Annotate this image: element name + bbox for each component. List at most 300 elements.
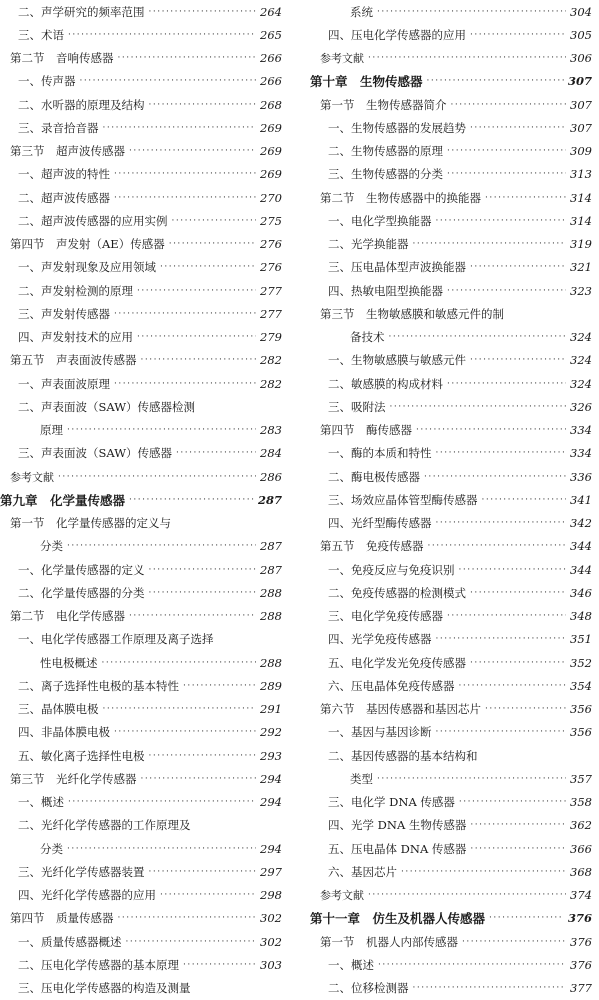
toc-page-number: 282 [260, 353, 282, 368]
toc-entry [310, 953, 592, 976]
toc-entry-title: 一、免疫反应与免疫识别 [328, 562, 455, 577]
toc-entry [310, 744, 592, 767]
toc-entry-title: 三、场效应晶体管型酶传感器 [328, 492, 478, 507]
toc-page-number: 376 [567, 911, 592, 926]
toc-page-number: 282 [260, 376, 282, 391]
toc-entry-title: 二、位移检测器 [328, 981, 409, 996]
toc-page-number: 358 [570, 795, 592, 810]
toc-entry-title: 二、光纤化学传感器的工作原理及 [18, 818, 191, 833]
toc-section-entry [0, 47, 282, 70]
dot-leader [485, 193, 566, 203]
toc-entry-title: 三、晶体膜电极 [18, 702, 99, 717]
toc-page-number: 293 [260, 748, 282, 763]
toc-entry-title: 二、化学量传感器的分类 [18, 585, 145, 600]
toc-entry-title: 五、敏化离子选择性电极 [18, 748, 145, 763]
toc-entry [310, 233, 592, 256]
toc-entry [0, 535, 282, 558]
toc-page-number: 264 [260, 4, 282, 19]
toc-page-number: 306 [570, 51, 592, 66]
toc-page-number: 270 [260, 190, 282, 205]
toc-entry [0, 930, 282, 953]
toc-page-number: 321 [570, 260, 592, 275]
toc-page-number: 348 [570, 609, 592, 624]
toc-entry [310, 326, 592, 349]
dot-leader [470, 262, 566, 272]
toc-page-number: 269 [260, 144, 282, 159]
toc-entry [0, 186, 282, 209]
toc-entry [310, 977, 592, 1000]
toc-entry [0, 419, 282, 442]
dot-leader [149, 100, 257, 110]
toc-page-number: 302 [260, 934, 282, 949]
toc-entry [0, 442, 282, 465]
toc-entry [310, 140, 592, 163]
toc-entry-title: 第二节 电化学传感器 [10, 609, 125, 624]
dot-leader [149, 751, 257, 761]
toc-entry-title: 二、基因传感器的基本结构和 [328, 748, 478, 763]
toc-page-number: 288 [260, 585, 282, 600]
toc-entry-title: 四、光纤化学传感器的应用 [18, 888, 156, 903]
dot-leader [137, 286, 256, 296]
toc-page-number: 374 [570, 888, 592, 903]
toc-entry-title: 二、压电化学传感器的基本原理 [18, 957, 179, 972]
dot-leader [118, 53, 257, 63]
dot-leader [68, 797, 256, 807]
toc-page-number: 291 [260, 702, 282, 717]
dot-leader [451, 100, 567, 110]
toc-page-number: 288 [260, 609, 282, 624]
toc-entry-title: 一、概述 [328, 957, 374, 972]
toc-entry-title: 三、电化学 DNA 传感器 [328, 795, 455, 810]
toc-entry-title: 第一节 化学量传感器的定义与 [10, 516, 171, 531]
dot-leader [390, 402, 567, 412]
toc-entry-title: 四、光学免疫传感器 [328, 632, 432, 647]
dot-leader [176, 448, 256, 458]
dot-leader [103, 704, 257, 714]
toc-section-entry [0, 907, 282, 930]
toc-entry [0, 698, 282, 721]
toc-entry [310, 116, 592, 139]
toc-chapter-entry [310, 70, 592, 93]
toc-entry-title: 四、热敏电阻型换能器 [328, 283, 443, 298]
dot-leader [169, 239, 256, 249]
dot-leader [129, 611, 256, 621]
toc-entry-title: 一、电化学型换能器 [328, 213, 432, 228]
toc-page-number: 297 [260, 864, 282, 879]
toc-entry-title: 二、水听器的原理及结构 [18, 97, 145, 112]
toc-page-number: 277 [260, 283, 282, 298]
toc-page-number: 314 [570, 213, 592, 228]
toc-page-number: 277 [260, 306, 282, 321]
toc-section-entry [0, 767, 282, 790]
toc-entry-title: 四、声发射技术的应用 [18, 330, 133, 345]
toc-entry-title: 参考文献 [320, 52, 364, 66]
toc-page-number: 279 [260, 330, 282, 345]
toc-page-number: 326 [570, 399, 592, 414]
dot-leader [149, 867, 257, 877]
dot-leader [447, 379, 566, 389]
toc-entry [0, 23, 282, 46]
dot-leader [114, 309, 256, 319]
toc-page-number: 324 [570, 330, 592, 345]
toc-entry [0, 302, 282, 325]
dot-leader [160, 890, 256, 900]
toc-entry-title: 四、压电化学传感器的应用 [328, 27, 466, 42]
dot-leader [470, 820, 566, 830]
dot-leader [459, 681, 567, 691]
toc-right-column [310, 0, 592, 1000]
dot-leader [470, 123, 566, 133]
toc-page-number: 275 [260, 213, 282, 228]
toc-page-number: 305 [570, 27, 592, 42]
toc-entry-title: 一、声表面波原理 [18, 376, 110, 391]
dot-leader [413, 983, 567, 993]
toc-entry-title: 类型 [350, 771, 373, 786]
toc-entry-title: 一、生物传感器的发展趋势 [328, 120, 466, 135]
toc-entry-title: 性电极概述 [40, 655, 98, 670]
toc-entry-title: 四、光学 DNA 生物传感器 [328, 818, 467, 833]
toc-page-number: 307 [567, 74, 592, 89]
toc-entry-title: 一、生物敏感膜与敏感元件 [328, 353, 466, 368]
toc-entry [310, 512, 592, 535]
toc-entry-title: 二、声表面波（SAW）传感器检测 [18, 399, 196, 414]
toc-entry [310, 163, 592, 186]
toc-page-number: 351 [570, 632, 592, 647]
toc-page-number: 377 [570, 981, 592, 996]
toc-page-number: 344 [570, 562, 592, 577]
dot-leader [141, 355, 257, 365]
dot-leader [428, 541, 567, 551]
dot-leader [172, 216, 257, 226]
toc-entry-title: 二、声学研究的频率范围 [18, 4, 145, 19]
toc-entry-title: 一、基因与基因诊断 [328, 725, 432, 740]
toc-page-number: 283 [260, 423, 282, 438]
dot-leader [436, 634, 567, 644]
dot-leader [118, 913, 257, 923]
dot-leader [149, 588, 257, 598]
dot-leader [160, 262, 256, 272]
toc-entry [0, 256, 282, 279]
dot-leader [413, 239, 567, 249]
toc-entry-title: 第三节 生物敏感膜和敏感元件的制 [320, 306, 504, 321]
dot-leader [436, 216, 567, 226]
toc-entry [0, 279, 282, 302]
toc-page-number: 294 [260, 771, 282, 786]
toc-entry [310, 0, 592, 23]
dot-leader [470, 355, 566, 365]
toc-entry-title: 三、术语 [18, 27, 64, 42]
toc-entry-title: 六、基因芯片 [328, 864, 397, 879]
toc-page-number: 362 [570, 818, 592, 833]
dot-leader [416, 425, 566, 435]
toc-section-entry [0, 605, 282, 628]
toc-page-number: 294 [260, 795, 282, 810]
dot-leader [485, 704, 566, 714]
toc-entry [310, 465, 592, 488]
toc-page-number: 346 [570, 585, 592, 600]
dot-leader [459, 797, 566, 807]
toc-entry [0, 814, 282, 837]
toc-page-number: 292 [260, 725, 282, 740]
toc-entry [310, 814, 592, 837]
dot-leader [368, 890, 566, 900]
dot-leader [149, 7, 257, 17]
toc-page-number: 289 [260, 678, 282, 693]
toc-entry-title: 第二节 音响传感器 [10, 51, 114, 66]
dot-leader [67, 541, 256, 551]
toc-entry-title: 原理 [40, 423, 63, 438]
toc-chapter-entry [0, 488, 282, 511]
toc-entry-title: 第三节 超声波传感器 [10, 144, 125, 159]
toc-entry-title: 五、电化学发光免疫传感器 [328, 655, 466, 670]
toc-entry-title: 三、吸附法 [328, 399, 386, 414]
toc-entry-title: 第四节 酶传感器 [320, 423, 412, 438]
toc-entry-title: 三、声表面波（SAW）传感器 [18, 446, 173, 461]
dot-leader [114, 727, 256, 737]
toc-entry [310, 721, 592, 744]
toc-entry [310, 442, 592, 465]
toc-entry [0, 744, 282, 767]
toc-page-number: 354 [570, 678, 592, 693]
toc-entry-title: 三、电化学免疫传感器 [328, 609, 443, 624]
toc-page-number: 269 [260, 120, 282, 135]
toc-entry [0, 163, 282, 186]
dot-leader [68, 30, 256, 40]
dot-leader [462, 937, 566, 947]
dot-leader [482, 495, 567, 505]
dot-leader [183, 681, 256, 691]
toc-entry [310, 279, 592, 302]
toc-page-number: 324 [570, 353, 592, 368]
toc-entry [0, 326, 282, 349]
toc-entry-title: 第二节 生物传感器中的换能器 [320, 190, 481, 205]
toc-page-number: 356 [570, 702, 592, 717]
toc-entry-title: 二、酶电极传感器 [328, 469, 420, 484]
toc-entry [310, 791, 592, 814]
toc-entry-title: 第三节 光纤化学传感器 [10, 771, 137, 786]
dot-leader [129, 495, 254, 505]
toc-entry [310, 860, 592, 883]
toc-entry [0, 884, 282, 907]
toc-entry-title: 二、离子选择性电极的基本特性 [18, 678, 179, 693]
dot-leader [436, 518, 567, 528]
dot-leader [470, 658, 566, 668]
toc-page-number: 304 [570, 4, 592, 19]
toc-entry [310, 767, 592, 790]
dot-leader [377, 7, 566, 17]
toc-entry-title: 备技术 [350, 330, 385, 345]
dot-leader [447, 611, 566, 621]
toc-section-entry [0, 140, 282, 163]
toc-entry-title: 第十章 生物传感器 [310, 74, 423, 90]
toc-entry-title: 分类 [40, 539, 63, 554]
toc-entry-title: 三、光纤化学传感器装置 [18, 864, 145, 879]
toc-entry-title: 二、敏感膜的构成材料 [328, 376, 443, 391]
toc-page-number: 284 [260, 446, 282, 461]
toc-entry-title: 四、非晶体膜电极 [18, 725, 110, 740]
toc-entry-title: 一、传声器 [18, 74, 76, 89]
toc-page-number: 336 [570, 469, 592, 484]
toc-entry-title: 三、压电晶体型声波换能器 [328, 260, 466, 275]
toc-page-number: 288 [260, 655, 282, 670]
toc-page-number: 342 [570, 516, 592, 531]
toc-entry [0, 837, 282, 860]
toc-entry [0, 791, 282, 814]
toc-page-number: 344 [570, 539, 592, 554]
toc-entry [310, 372, 592, 395]
toc-entry-title: 四、光纤型酶传感器 [328, 516, 432, 531]
toc-entry [0, 860, 282, 883]
toc-entry-title: 三、声发射传感器 [18, 306, 110, 321]
dot-leader [470, 844, 566, 854]
dot-leader [114, 193, 256, 203]
dot-leader [67, 425, 256, 435]
toc-entry [0, 465, 282, 488]
dot-leader [149, 565, 257, 575]
toc-entry [0, 628, 282, 651]
toc-entry-title: 三、录音拾音器 [18, 120, 99, 135]
toc-entry [0, 581, 282, 604]
toc-entry [310, 837, 592, 860]
toc-entry [0, 93, 282, 116]
toc-page-number: 266 [260, 51, 282, 66]
dot-leader [80, 76, 257, 86]
toc-page-number: 334 [570, 423, 592, 438]
toc-section-entry [310, 186, 592, 209]
toc-entry-title: 第一节 生物传感器简介 [320, 97, 447, 112]
dot-leader [436, 727, 567, 737]
toc-page-number: 268 [260, 97, 282, 112]
toc-page-number: 287 [260, 562, 282, 577]
dot-leader [447, 169, 566, 179]
toc-entry [310, 209, 592, 232]
toc-entry-title: 参考文献 [320, 889, 364, 903]
toc-section-entry [0, 349, 282, 372]
toc-entry-title: 二、生物传感器的原理 [328, 144, 443, 159]
toc-page-number: 313 [570, 167, 592, 182]
toc-entry-title: 一、酶的本质和特性 [328, 446, 432, 461]
dot-leader [378, 960, 566, 970]
toc-page-number: 298 [260, 888, 282, 903]
toc-page-number: 366 [570, 841, 592, 856]
toc-page-number: 307 [570, 120, 592, 135]
toc-section-entry [310, 930, 592, 953]
toc-entry-title: 第五节 免疫传感器 [320, 539, 424, 554]
dot-leader [114, 169, 256, 179]
dot-leader [447, 146, 566, 156]
toc-entry [0, 558, 282, 581]
toc-left-column [0, 0, 282, 1000]
toc-entry-title: 一、超声波的特性 [18, 167, 110, 182]
toc-entry-title: 三、生物传感器的分类 [328, 167, 443, 182]
dot-leader [436, 448, 567, 458]
toc-page-number: 294 [260, 841, 282, 856]
dot-leader [126, 937, 257, 947]
toc-entry-title: 二、超声波传感器 [18, 190, 110, 205]
toc-entry [310, 23, 592, 46]
toc-page-number: 302 [260, 911, 282, 926]
dot-leader [368, 53, 566, 63]
toc-section-entry [310, 698, 592, 721]
toc-entry [310, 581, 592, 604]
toc-page-number: 265 [260, 27, 282, 42]
toc-entry [0, 953, 282, 976]
dot-leader [114, 379, 256, 389]
toc-entry-title: 第四节 质量传感器 [10, 911, 114, 926]
toc-entry-title: 一、化学量传感器的定义 [18, 562, 145, 577]
toc-entry [310, 884, 592, 907]
toc-entry [0, 674, 282, 697]
toc-entry-title: 二、光学换能器 [328, 237, 409, 252]
dot-leader [470, 30, 566, 40]
toc-entry [0, 116, 282, 139]
toc-entry-title: 三、压电化学传感器的构造及测量 [18, 981, 191, 996]
toc-section-entry [310, 302, 592, 325]
dot-leader [447, 286, 566, 296]
toc-entry-title: 一、概述 [18, 795, 64, 810]
toc-entry [310, 605, 592, 628]
dot-leader [389, 332, 567, 342]
toc-page-number: 287 [257, 492, 282, 507]
toc-page-number: 276 [260, 237, 282, 252]
toc-entry-title: 第一节 机器人内部传感器 [320, 934, 458, 949]
toc-chapter-entry [310, 907, 592, 930]
toc-page-number: 357 [570, 771, 592, 786]
toc-page-number: 319 [570, 237, 592, 252]
toc-page-number: 266 [260, 74, 282, 89]
toc-entry-title: 六、压电晶体免疫传感器 [328, 678, 455, 693]
toc-page-number: 376 [570, 934, 592, 949]
dot-leader [58, 472, 256, 482]
toc-entry [0, 70, 282, 93]
toc-page-number: 286 [260, 469, 282, 484]
toc-section-entry [0, 512, 282, 535]
dot-leader [129, 146, 256, 156]
toc-entry-title: 一、电化学传感器工作原理及离子选择 [18, 632, 214, 647]
toc-entry-title: 二、超声波传感器的应用实例 [18, 213, 168, 228]
dot-leader [489, 913, 564, 923]
toc-section-entry [310, 419, 592, 442]
toc-entry-title: 一、声发射现象及应用领域 [18, 260, 156, 275]
toc-section-entry [0, 233, 282, 256]
dot-leader [141, 774, 257, 784]
toc-entry-title: 第十一章 仿生及机器人传感器 [310, 911, 486, 927]
toc-entry [310, 256, 592, 279]
dot-leader [470, 588, 566, 598]
toc-page-number: 352 [570, 655, 592, 670]
toc-entry-title: 二、免疫传感器的检测模式 [328, 585, 466, 600]
toc-entry-title: 参考文献 [10, 470, 54, 484]
toc-section-entry [310, 93, 592, 116]
toc-entry-title: 五、压电晶体 DNA 传感器 [328, 841, 467, 856]
dot-leader [377, 774, 566, 784]
toc-page-number: 324 [570, 376, 592, 391]
dot-leader [102, 658, 257, 668]
toc-page-number: 303 [260, 957, 282, 972]
toc-page-number: 341 [570, 492, 592, 507]
toc-section-entry [310, 535, 592, 558]
toc-page-number: 323 [570, 283, 592, 298]
toc-page-number: 269 [260, 167, 282, 182]
toc-entry [310, 488, 592, 511]
dot-leader [427, 76, 564, 86]
toc-page-number: 314 [570, 190, 592, 205]
toc-entry [310, 628, 592, 651]
dot-leader [401, 867, 566, 877]
dot-leader [137, 332, 256, 342]
dot-leader [103, 123, 257, 133]
toc-entry-title: 第四节 声发射（AE）传感器 [10, 237, 165, 252]
